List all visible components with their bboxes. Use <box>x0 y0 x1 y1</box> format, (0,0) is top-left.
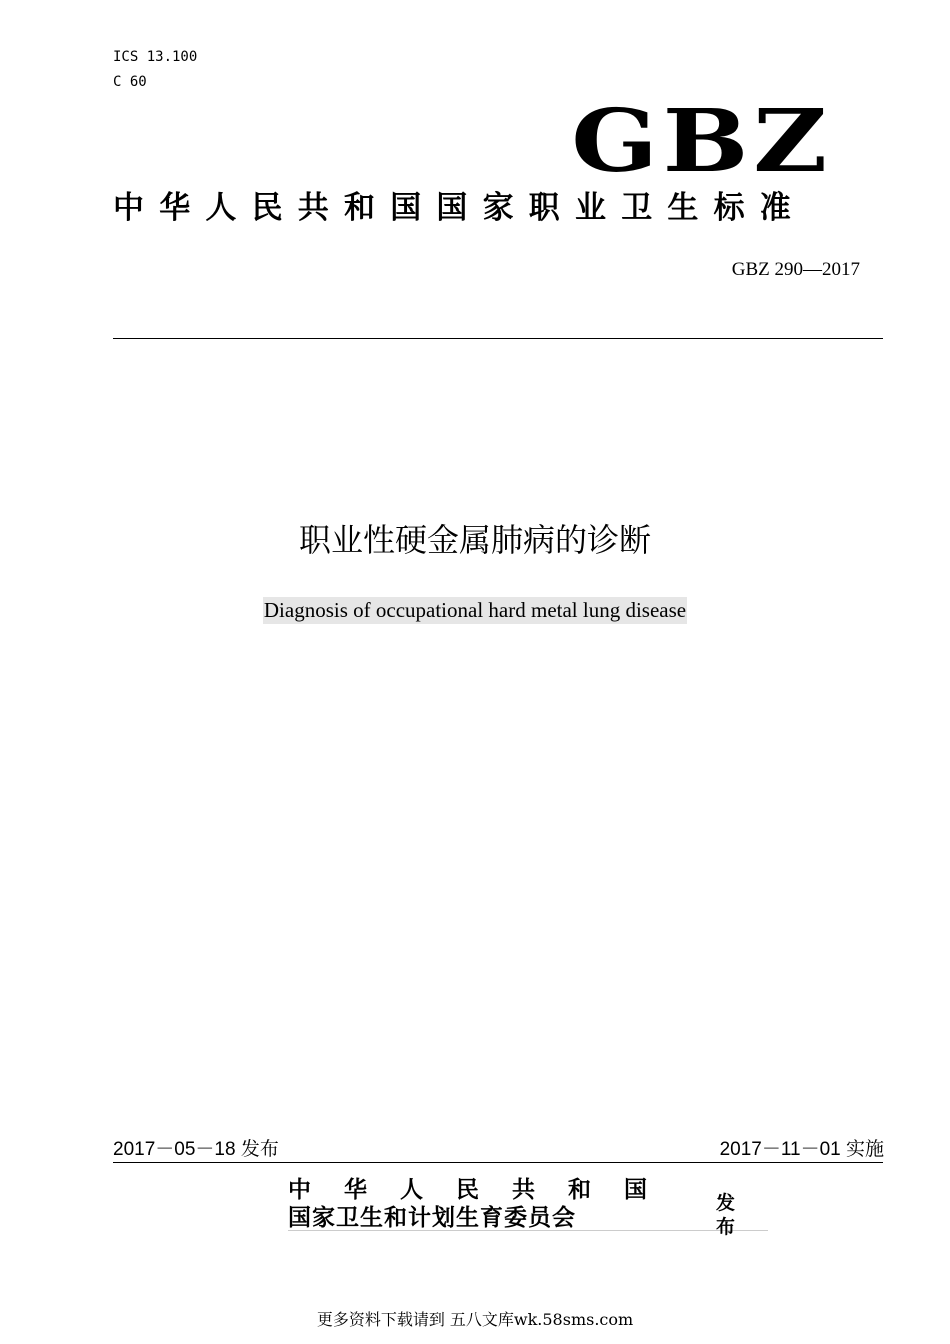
standard-number: GBZ 290—2017 <box>731 259 860 280</box>
issuing-authority <box>288 1176 768 1238</box>
publish-label: 发布 <box>716 1192 744 1238</box>
gbz-logo: GBZ <box>571 91 832 192</box>
issuer-line-2: 国家卫生和计划生育委员会 <box>288 1204 576 1231</box>
bottom-divider <box>113 1162 883 1163</box>
document-title-english: Diagnosis of occupational hard metal lung disease <box>263 598 687 622</box>
issuer-line-1: 中华人民共和国 <box>288 1176 680 1203</box>
top-divider <box>113 338 883 339</box>
classification-code: C 60 <box>113 74 147 90</box>
ics-code: ICS 13.100 <box>113 49 198 65</box>
issue-date: 2017－05－18 发布 <box>113 1139 279 1160</box>
document-title-chinese: 职业性硬金属肺病的诊断 <box>298 521 651 559</box>
document-title-english-wrapper <box>0 597 950 624</box>
implementation-date: 2017－11－01 实施 <box>719 1139 884 1160</box>
footer-download-note: 更多资料下载请到 五八文库wk.58sms.com <box>316 1310 634 1329</box>
standard-category: 中华人民共和国国家职业卫生标准 <box>113 190 806 226</box>
